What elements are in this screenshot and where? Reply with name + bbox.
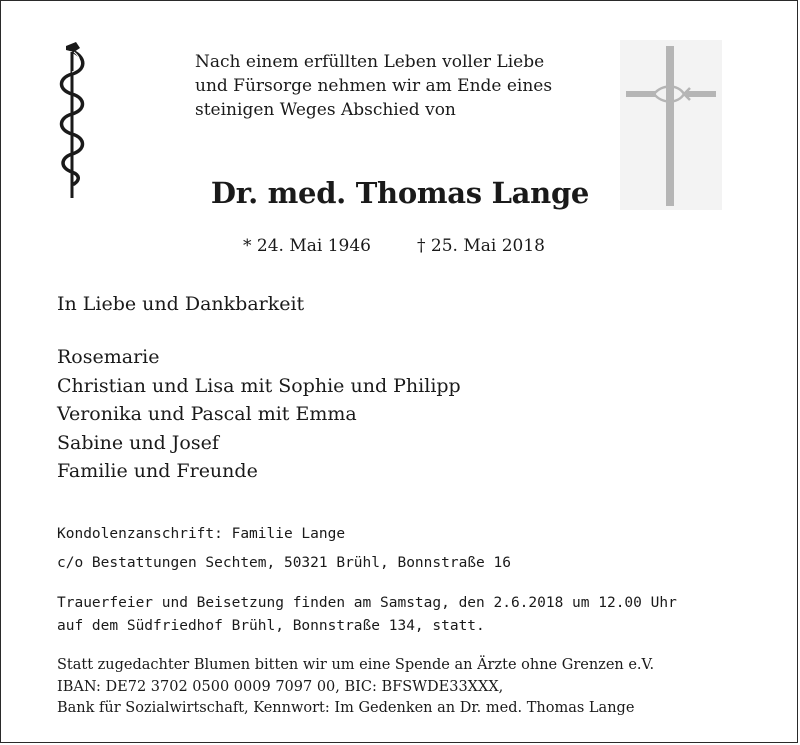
condolence-line: Kondolenzanschrift: Familie Lange	[57, 526, 346, 542]
dedication: In Liebe und Dankbarkeit	[57, 293, 305, 315]
funeral-info	[57, 592, 677, 638]
mourners-list	[57, 343, 461, 486]
mourner-entry: Veronika und Pascal mit Emma	[57, 403, 357, 425]
mourner-entry: Rosemarie	[57, 346, 160, 368]
donation-line: Statt zugedachter Blumen bitten wir um eine Spende an Ärzte ohne Grenzen e.V.	[57, 657, 655, 673]
death-date: † 25. Mai 2018	[417, 236, 545, 256]
birth-date: * 24. Mai 1946	[243, 236, 371, 256]
condolence-line: c/o Bestattungen Sechtem, 50321 Brühl, Bonnstraße 16	[57, 555, 511, 571]
mourner-entry: Christian und Lisa mit Sophie und Philipp	[57, 374, 461, 397]
condolence-address	[57, 520, 511, 578]
intro-line: Nach einem erfüllten Leben voller Liebe	[195, 52, 545, 72]
mourner-entry: Familie und Freunde	[57, 460, 258, 482]
funeral-line: Trauerfeier und Beisetzung finden am Samstag, den 2.6.2018 um 12.00 Uhr	[57, 595, 677, 611]
intro-text	[195, 50, 552, 122]
deceased-name: Dr. med. Thomas Lange	[210, 176, 590, 210]
donation-line: Bank für Sozialwirtschaft, Kennwort: Im Gedenken an Dr. med. Thomas Lange	[57, 700, 635, 716]
intro-line: und Fürsorge nehmen wir am Ende eines	[195, 76, 553, 96]
donation-info	[57, 655, 654, 720]
funeral-line: auf dem Südfriedhof Brühl, Bonnstraße 134, statt.	[57, 618, 485, 634]
intro-line: steinigen Weges Abschied von	[195, 100, 456, 120]
mourner-entry: Sabine und Josef	[57, 431, 219, 454]
donation-line: IBAN: DE72 3702 0500 0009 7097 00, BIC: BFSWDE33XXX,	[57, 678, 504, 695]
